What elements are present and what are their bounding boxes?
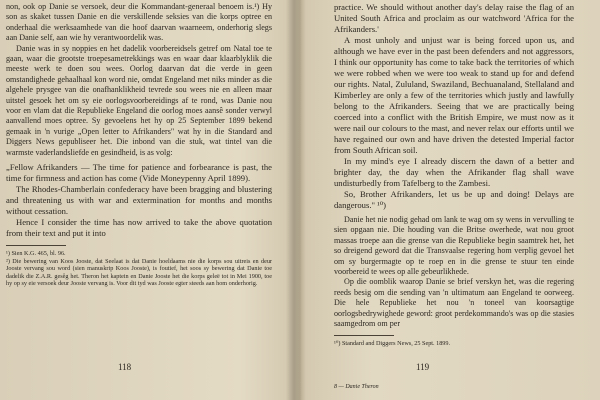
right-paragraph-1: Danie het nie nodig gehad om lank te wag om sy wens in vervulling te sien opgaan nie. Die houding van die Britse owerhede, wat nou groot massas troepe aan die grense van die Republieke begin saamtrek het, het so dreigend geword dat die Transvaalse regering hom verplig gevoel het om sy burgermagte op te roep en in die grense te stuur ten einde voorbereid te wees op alle gebeurlikhede. — [334, 215, 574, 277]
right-quote — [334, 2, 574, 211]
right-page — [306, 0, 586, 400]
right-quote-para-1: practice. We should without another day's delay raise the flag of an United South Africa and proclaim as our watchword 'Africa for the Afrikanders.' — [334, 2, 574, 34]
left-page-number: 118 — [118, 362, 132, 372]
left-quote — [6, 162, 272, 239]
footnote-rule — [6, 245, 66, 246]
book-gutter — [286, 0, 302, 400]
right-page-column — [334, 2, 574, 348]
left-footnote-1: ¹) Sien K.G. 465, bl. 96. — [6, 250, 66, 258]
left-paragraph-2: Danie was in sy noppies en het dadelik voorbereidsels getref om Natal toe te gaan, waar die grootste troepesametrekkings was en waar daar klaarblyklik die meeste werk te doen sou wees. Oorlog daarvan dat die verde in geen omstandighede gehaalhaal kon word nie, omdat Engeland met niks minder as die algehele prysgee van die onafhanklikheid tevrede sou wees nie en alleen maar uitstel gesoek het om sy eie oorlogsvoorbereidings af te rond, was Danie nou voor en vlam dat die Republieke Engeland die oorlog moes aansê sonder verwyl aanvallend moes optree. Sy gevoelens het hy op 25 September 1899 bekend gemaak in 'n vurige „Open letter to Afrikanders" wat hy in die Standard and Diggers News gepubliseer het. Die inbond van die stuk, wat tintel van die warmste vaderlandsliefde en gesindheid, is as volg: — [6, 43, 272, 157]
left-quote-line-1: „Fellow Afrikanders — The time for patience and forbearance is past, the time for firmness and action has come (Vide Moneypenny April 1899). — [6, 162, 272, 184]
right-page-number: 119 — [416, 362, 430, 372]
left-paragraph-1: non, ook op Danie se versoek, deur die Kommandant-generaal benoem is.¹) Hy son as skaket tussen Danie en die verskillende seksies van die korps optree en onderhaal die werksaamhede van die hoof daarvan waarneem, onderhorig slegs aan Danie self, aan wie hy verantwoordelik was. — [6, 2, 272, 43]
left-page — [6, 0, 276, 400]
right-paragraph-2: Op die oomblik waarop Danie se brief verskyn het, was die regering reeds besig om die sending van 'n ultimatum aan Engeland te oorweeg. Die hele Republieke het nou 'n toneel van koorsagtige oorlogsbedrywighede geword: groot perdekommando's was op die stasies saamgedrom om per — [334, 277, 574, 329]
left-page-column — [6, 2, 272, 288]
right-quote-para-3: In my mind's eye I already discern the dawn of a better and brighter day, the day when the Afrikander flag shall wave undisturbedly from Tafelberg to the Zambesi. — [334, 156, 574, 188]
right-footnote: ¹⁰) Standard and Diggers News, 25 Sept. 1899. — [334, 340, 451, 348]
left-quote-line-2: The Rhodes-Chamberlain confederacy have been bragging and blustering and threatening us with war and extermination for months and months without cessation. — [6, 184, 272, 217]
left-footnotes — [6, 250, 272, 288]
right-quote-para-2: A most unholy and unjust war is being forced upon us, and although we have ever in the past been defenders and not aggressors, I think our opportunity has come to take back the territories of which we were robbed when we were too weak to stand up for and defend our rights. Natal, Zululand, Swaziland, Bechuanaland, Stellaland and Kimberley are only a few of the territories which justly and lawfully belong to the Afrikanders. Seeing that we are practically being coerced into a conflict with the British Empire, we must now as it were nail our colours to the mast, and never relax our efforts until we have regained our own and have driven the detested Imperial factor from South African soil. — [334, 35, 574, 155]
signature-line: 8 — Danie Theron — [334, 384, 379, 390]
footnote-rule-right — [334, 335, 394, 336]
left-quote-line-3: Hence I consider the time has now arrived to take the above quotation from their text and put it into — [6, 217, 272, 239]
right-quote-para-4: So, Brother Afrikanders, let us be up and doing! Delays are dangerous." ¹⁰) — [334, 189, 574, 210]
right-footnotes — [334, 340, 574, 348]
left-footnote-2: ²) Die bewering van Koos Jooste, dat Seelaat is dat Danie hoeldaams nie die korps sou uitreis en deur Jooste vervang sou word (sien manuskrip Koos Jooste), is foutief, het soos sy bewering dat Danie toe dadelik die Z.A.R. gesêg het. Theron het kaptein en Danie Jooste het die korps geleë tot in Mei 1900, toe hy op sy eie versoek deur Jooste vervang is. Voor dit tyd was Jooste egter steeds aan hom onderhorig. — [6, 257, 272, 288]
